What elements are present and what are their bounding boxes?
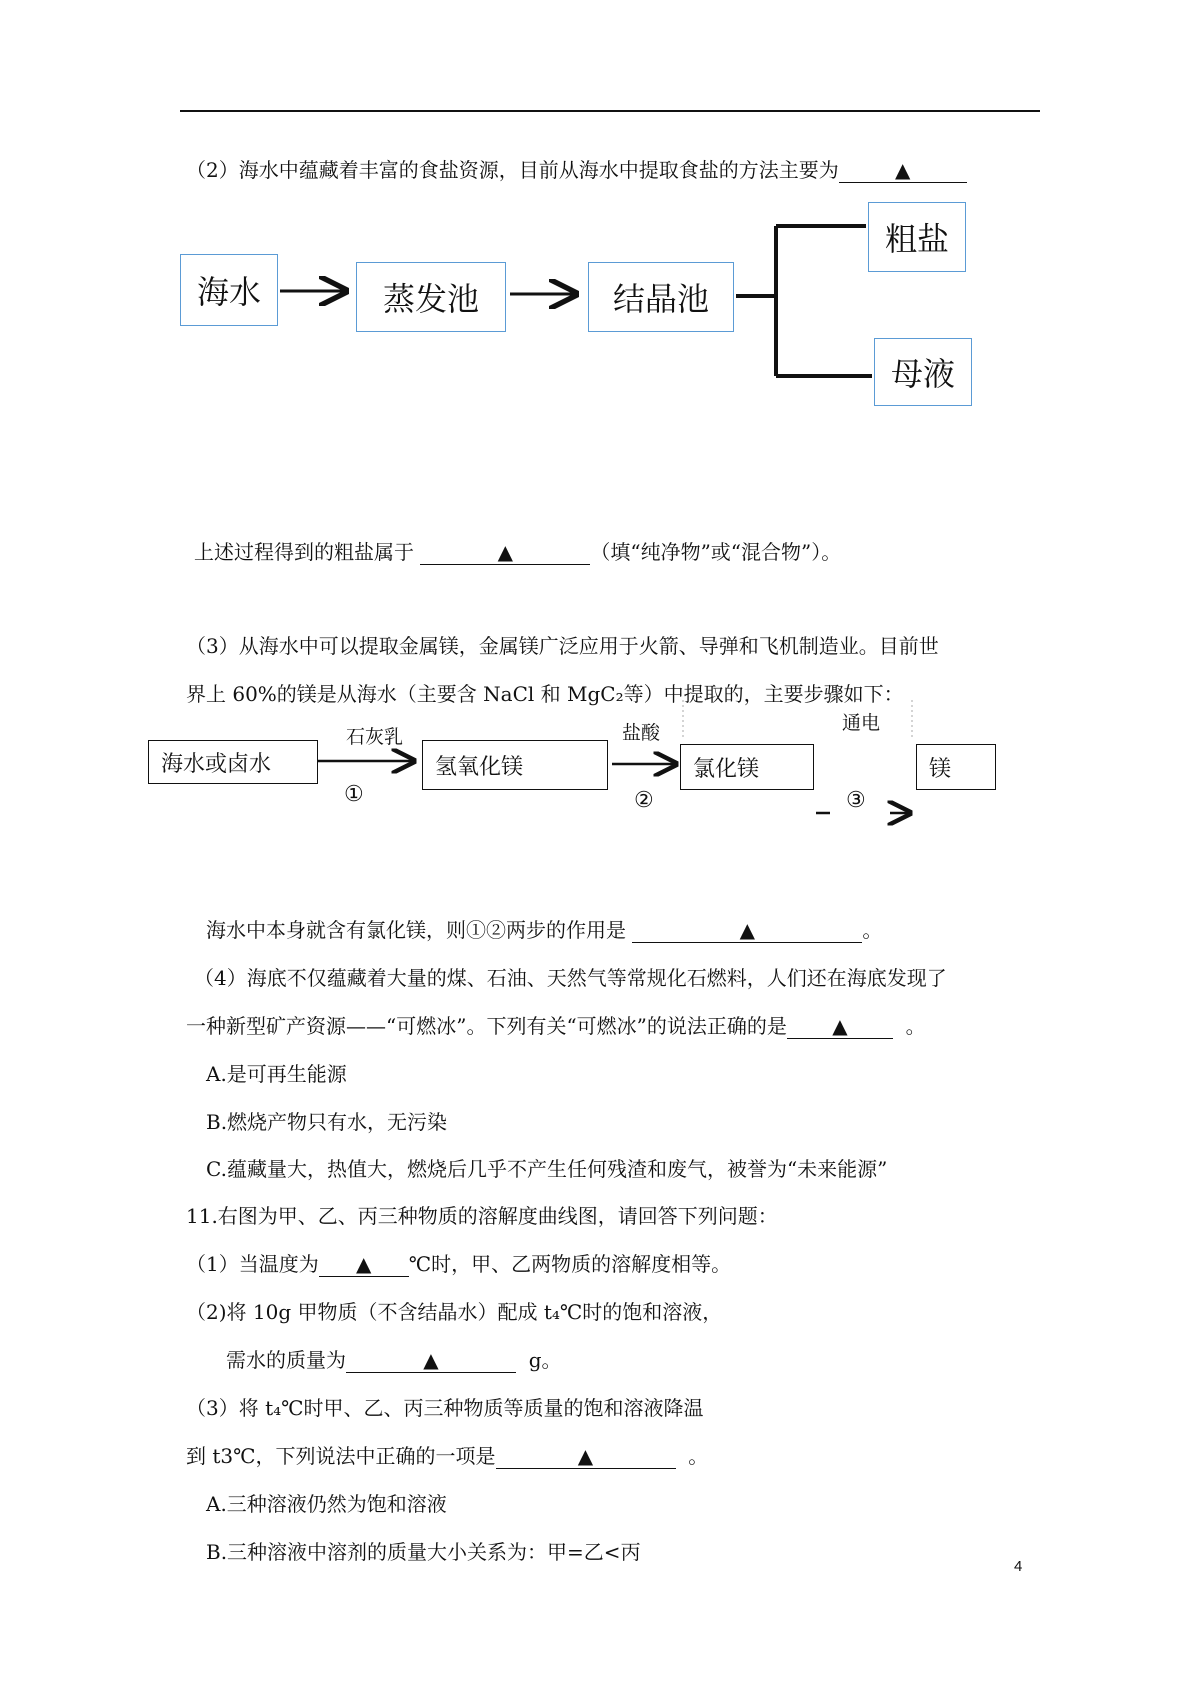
magnesium-flow-connectors	[0, 0, 1200, 840]
flow-label: 镁	[929, 756, 952, 782]
q11-p2-pre: 需水的质量为	[226, 1348, 346, 1372]
q4-line-2	[186, 1012, 926, 1040]
q3-question-tail: 。	[862, 918, 883, 942]
q11-option-a: A.三种溶液仍然为饱和溶液	[206, 1492, 447, 1516]
answer-blank-q4[interactable]	[787, 1014, 893, 1039]
step-1: ①	[344, 782, 364, 807]
q11-part-1	[186, 1250, 731, 1278]
q11-intro: 11.右图为甲、乙、丙三种物质的溶解度曲线图，请回答下列问题：	[186, 1204, 778, 1228]
blank-mark: ▲	[739, 918, 756, 942]
blank-mark: ▲	[497, 540, 514, 564]
reagent-electrolysis: 通电	[842, 712, 881, 734]
flow-box-magnesium	[916, 744, 996, 790]
flow-label: 氯化镁	[693, 756, 760, 782]
flow-box-seawater-brine	[148, 740, 318, 784]
q4-line-2-tail: 。	[905, 1014, 926, 1038]
q2-followup-text: 上述过程得到的粗盐属于	[194, 540, 414, 564]
q3-question	[206, 916, 882, 944]
q11-p1-pre: （1）当温度为	[186, 1252, 319, 1276]
step-2: ②	[634, 788, 654, 813]
blank-mark: ▲	[832, 1014, 848, 1038]
q11-part-3-line-2	[186, 1442, 708, 1470]
q11-part-2-line-2	[226, 1346, 562, 1374]
reagent-hydrochloric-acid: 盐酸	[622, 722, 661, 744]
blank-mark: ▲	[577, 1444, 594, 1468]
answer-blank-q11-2[interactable]	[346, 1348, 516, 1373]
q3-question-text: 海水中本身就含有氯化镁，则①②两步的作用是	[206, 918, 626, 942]
blank-mark: ▲	[423, 1348, 439, 1372]
q3-line-2: 界上 60%的镁是从海水（主要含 NaCl 和 MgC₂等）中提取的，主要步骤如下：	[186, 682, 904, 706]
q2-text: （2）海水中蕴藏着丰富的食盐资源，目前从海水中提取食盐的方法主要为	[186, 158, 839, 182]
q11-p1-post: ℃时，甲、乙两物质的溶解度相等。	[408, 1252, 732, 1276]
answer-blank-q11-1[interactable]	[319, 1252, 409, 1277]
q11-option-b: B.三种溶液中溶剂的质量大小关系为：甲=乙<丙	[206, 1540, 641, 1564]
answer-blank-q11-3[interactable]	[496, 1444, 676, 1469]
page-number: 4	[1014, 1558, 1023, 1575]
q11-part-2-line-1: （2)将 10g 甲物质（不含结晶水）配成 t₄℃时的饱和溶液，	[186, 1300, 723, 1324]
flow-label: 粗盐	[884, 220, 949, 258]
flow-label: 海水	[196, 273, 261, 311]
flow-label: 母液	[890, 355, 955, 393]
flow-label: 海水或卤水	[161, 751, 272, 777]
q4-option-a: A.是可再生能源	[206, 1062, 347, 1086]
flow-label: 结晶池	[612, 280, 709, 318]
flow-label: 蒸发池	[382, 280, 479, 318]
q11-p2-post: g。	[528, 1348, 562, 1372]
q3-line-1: （3）从海水中可以提取金属镁，金属镁广泛应用于火箭、导弹和飞机制造业。目前世	[186, 634, 939, 658]
reagent-lime-milk: 石灰乳	[346, 726, 404, 748]
q4-option-c: C.蕴藏量大，热值大，燃烧后几乎不产生任何残渣和废气，被誉为“未来能源”	[206, 1157, 888, 1181]
q4-option-b: B.燃烧产物只有水，无污染	[206, 1110, 448, 1134]
blank-mark: ▲	[356, 1252, 372, 1276]
step-3: ③	[846, 788, 866, 813]
q11-p3-post: 。	[688, 1444, 709, 1468]
blank-mark: ▲	[895, 158, 911, 182]
q11-part-3-line-1: （3）将 t₄℃时甲、乙、丙三种物质等质量的饱和溶液降温	[186, 1396, 704, 1420]
q4-line-2-text: 一种新型矿产资源——“可燃冰”。下列有关“可燃冰”的说法正确的是	[186, 1014, 787, 1038]
q11-p3-pre: 到 t3℃，下列说法中正确的一项是	[186, 1444, 496, 1468]
q4-line-1: （4）海底不仅蕴藏着大量的煤、石油、天然气等常规化石燃料，人们还在海底发现了	[194, 966, 947, 990]
flow-label: 氢氧化镁	[435, 754, 524, 780]
flow-box-magnesium-chloride	[680, 744, 814, 790]
q2-followup-tail: （填“纯净物”或“混合物”）。	[590, 540, 842, 564]
answer-blank-q3[interactable]	[632, 918, 862, 943]
flow-box-magnesium-hydroxide	[422, 740, 608, 790]
